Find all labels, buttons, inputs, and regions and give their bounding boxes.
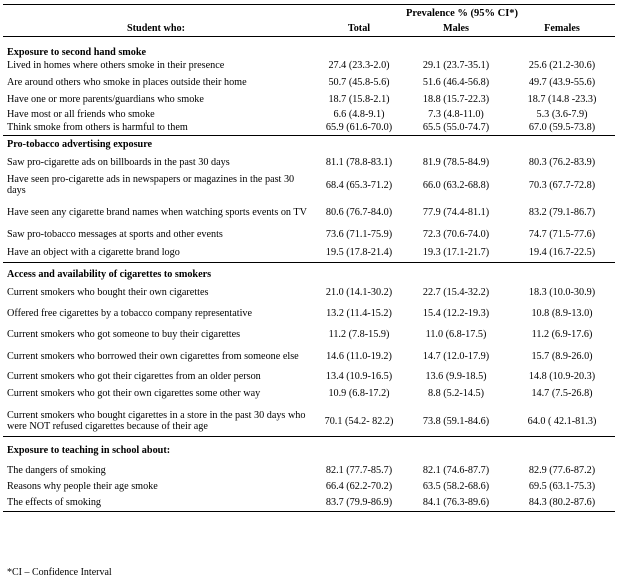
total-value: 19.5 (17.8-21.4) xyxy=(325,247,393,258)
females-value: 74.7 (71.5-77.6) xyxy=(528,229,596,240)
females-value: 80.3 (76.2-83.9) xyxy=(528,157,596,168)
table-row xyxy=(3,480,615,493)
males-value: 81.9 (78.5-84.9) xyxy=(422,157,490,168)
total-value: 11.2 (7.8-15.9) xyxy=(328,329,390,340)
total-value: 81.1 (78.8-83.1) xyxy=(325,157,393,168)
total-value: 65.9 (61.6-70.0) xyxy=(325,122,393,133)
table-row xyxy=(3,59,615,72)
total-value: 82.1 (77.7-85.7) xyxy=(325,465,393,476)
section-rule xyxy=(3,436,615,437)
table-row xyxy=(3,496,615,509)
row-label: Offered free cigarettes by a tobacco company representative xyxy=(7,308,253,319)
total-value: 21.0 (14.1-30.2) xyxy=(325,287,393,298)
footnote: *CI – Confidence Interval xyxy=(7,567,112,578)
total-value: 83.7 (79.9-86.9) xyxy=(325,497,393,508)
females-value: 82.9 (77.6-87.2) xyxy=(528,465,596,476)
males-value: 11.0 (6.8-17.5) xyxy=(425,329,487,340)
males-heading: Males xyxy=(442,23,470,34)
table-row xyxy=(3,410,615,432)
table-bottom-rule xyxy=(3,511,615,512)
table-row xyxy=(3,121,615,134)
females-value: 15.7 (8.9-26.0) xyxy=(531,350,593,362)
row-label: The effects of smoking xyxy=(7,497,102,508)
females-value: 67.0 (59.5-73.8) xyxy=(528,122,596,133)
males-value: 19.3 (17.1-21.7) xyxy=(422,247,490,258)
row-label: Saw pro-tobacco messages at sports and other events xyxy=(7,229,223,240)
table-row xyxy=(3,93,615,106)
total-value: 14.6 (11.0-19.2) xyxy=(326,350,392,362)
row-label: Think smoke from others is harmful to them xyxy=(7,122,188,133)
row-label: Have most or all friends who smoke xyxy=(7,109,155,120)
males-value: 82.1 (74.6-87.7) xyxy=(422,465,490,476)
table-row xyxy=(3,387,615,400)
females-value: 18.3 (10.0-30.9) xyxy=(528,287,596,298)
table-row xyxy=(3,345,615,367)
row-label: Saw pro-cigarette ads on billboards in the past 30 days xyxy=(7,157,230,168)
males-value: 14.7 (12.0-17.9) xyxy=(422,350,490,362)
total-value: 13.4 (10.9-16.5) xyxy=(325,371,393,382)
prevalence-table xyxy=(3,4,615,512)
females-value: 70.3 (67.7-72.8) xyxy=(528,179,596,191)
females-value: 14.8 (10.9-20.3) xyxy=(528,371,596,382)
females-value: 25.6 (21.2-30.6) xyxy=(528,60,596,71)
row-label: Current smokers who bought cigarettes in a store in the past 30 days who were NOT refused cigarettes because of their age xyxy=(7,410,306,432)
total-value: 27.4 (23.3-2.0) xyxy=(328,60,390,71)
males-value: 72.3 (70.6-74.0) xyxy=(422,229,490,240)
header-row-prevalence xyxy=(3,5,615,21)
females-value: 18.7 (14.8 -23.3) xyxy=(527,94,597,105)
females-heading: Females xyxy=(544,23,580,34)
section-rule xyxy=(3,262,615,263)
total-value: 18.7 (15.8-2.1) xyxy=(328,94,390,105)
males-value: 18.8 (15.7-22.3) xyxy=(422,94,490,105)
section-title: Pro-tobacco advertising exposure xyxy=(7,139,153,150)
section-title: Access and availability of cigarettes to smokers xyxy=(7,269,212,280)
females-value: 11.2 (6.9-17.6) xyxy=(531,329,593,340)
prevalence-heading: Prevalence % (95% CI*) xyxy=(405,7,519,19)
females-value: 14.7 (7.5-26.8) xyxy=(531,388,593,399)
student-who-heading: Student who: xyxy=(126,23,186,34)
table-row xyxy=(3,156,615,169)
total-value: 70.1 (54.2- 82.2) xyxy=(324,415,394,427)
row-label: Current smokers who bought their own cigarettes xyxy=(7,287,209,298)
females-value: 10.8 (8.9-13.0) xyxy=(531,308,593,319)
total-value: 50.7 (45.8-5.6) xyxy=(328,77,390,88)
total-value: 6.6 (4.8-9.1) xyxy=(333,109,385,120)
row-label: Have seen any cigarette brand names when watching sports events on TV xyxy=(7,206,307,218)
males-value: 13.6 (9.9-18.5) xyxy=(425,371,487,382)
females-value: 84.3 (80.2-87.6) xyxy=(528,497,596,508)
females-value: 64.0 ( 42.1-81.3) xyxy=(527,415,597,427)
females-value: 83.2 (79.1-86.7) xyxy=(528,206,596,218)
row-label: Current smokers who borrowed their own cigarettes from someone else xyxy=(7,350,299,362)
table-row xyxy=(3,174,615,196)
section-title: Exposure to teaching in school about: xyxy=(7,445,171,456)
row-label: Current smokers who got their own cigarettes some other way xyxy=(7,388,261,399)
table-row xyxy=(3,370,615,383)
males-value: 84.1 (76.3-89.6) xyxy=(422,497,490,508)
row-label: Have one or more parents/guardians who smoke xyxy=(7,94,204,105)
table-row xyxy=(3,201,615,223)
table-row xyxy=(3,228,615,241)
total-value: 66.4 (62.2-70.2) xyxy=(325,481,393,492)
males-value: 7.3 (4.8-11.0) xyxy=(428,109,484,120)
row-label: Have an object with a cigarette brand logo xyxy=(7,247,180,258)
males-value: 77.9 (74.4-81.1) xyxy=(422,206,490,218)
row-label: Current smokers who got someone to buy their cigarettes xyxy=(7,329,241,340)
row-label: Current smokers who got their cigarettes from an older person xyxy=(7,371,261,382)
table-row xyxy=(3,286,615,299)
table-row xyxy=(3,76,615,89)
females-value: 5.3 (3.6-7.9) xyxy=(536,109,588,120)
header-row-columns xyxy=(3,21,615,36)
table-row xyxy=(3,307,615,320)
males-value: 51.6 (46.4-56.8) xyxy=(422,77,490,88)
row-label: Reasons why people their age smoke xyxy=(7,481,158,492)
males-value: 73.8 (59.1-84.6) xyxy=(422,415,490,427)
total-value: 10.9 (6.8-17.2) xyxy=(328,388,390,399)
row-label: Have seen pro-cigarette ads in newspapers or magazines in the past 30 days xyxy=(7,174,295,196)
table-row xyxy=(3,108,615,121)
table-row xyxy=(3,328,615,341)
row-label: Are around others who smoke in places outside their home xyxy=(7,77,247,88)
males-value: 63.5 (58.2-68.6) xyxy=(422,481,490,492)
males-value: 66.0 (63.2-68.8) xyxy=(422,179,490,191)
total-value: 68.4 (65.3-71.2) xyxy=(325,179,393,191)
total-heading: Total xyxy=(347,23,371,34)
males-value: 29.1 (23.7-35.1) xyxy=(422,60,490,71)
section-title: Exposure to second hand smoke xyxy=(7,47,147,58)
total-value: 80.6 (76.7-84.0) xyxy=(325,206,393,218)
females-value: 49.7 (43.9-55.6) xyxy=(528,77,596,88)
females-value: 69.5 (63.1-75.3) xyxy=(528,481,596,492)
table-row xyxy=(3,246,615,259)
section-rule xyxy=(3,135,615,136)
header-bottom-rule xyxy=(3,36,615,37)
males-value: 15.4 (12.2-19.3) xyxy=(422,308,490,319)
total-value: 13.2 (11.4-15.2) xyxy=(326,308,392,319)
total-value: 73.6 (71.1-75.9) xyxy=(325,229,393,240)
males-value: 8.8 (5.2-14.5) xyxy=(427,388,485,399)
males-value: 22.7 (15.4-32.2) xyxy=(422,287,490,298)
males-value: 65.5 (55.0-74.7) xyxy=(422,122,490,133)
table-row xyxy=(3,464,615,477)
row-label: The dangers of smoking xyxy=(7,465,106,476)
row-label: Lived in homes where others smoke in their presence xyxy=(7,60,225,71)
females-value: 19.4 (16.7-22.5) xyxy=(528,247,596,258)
